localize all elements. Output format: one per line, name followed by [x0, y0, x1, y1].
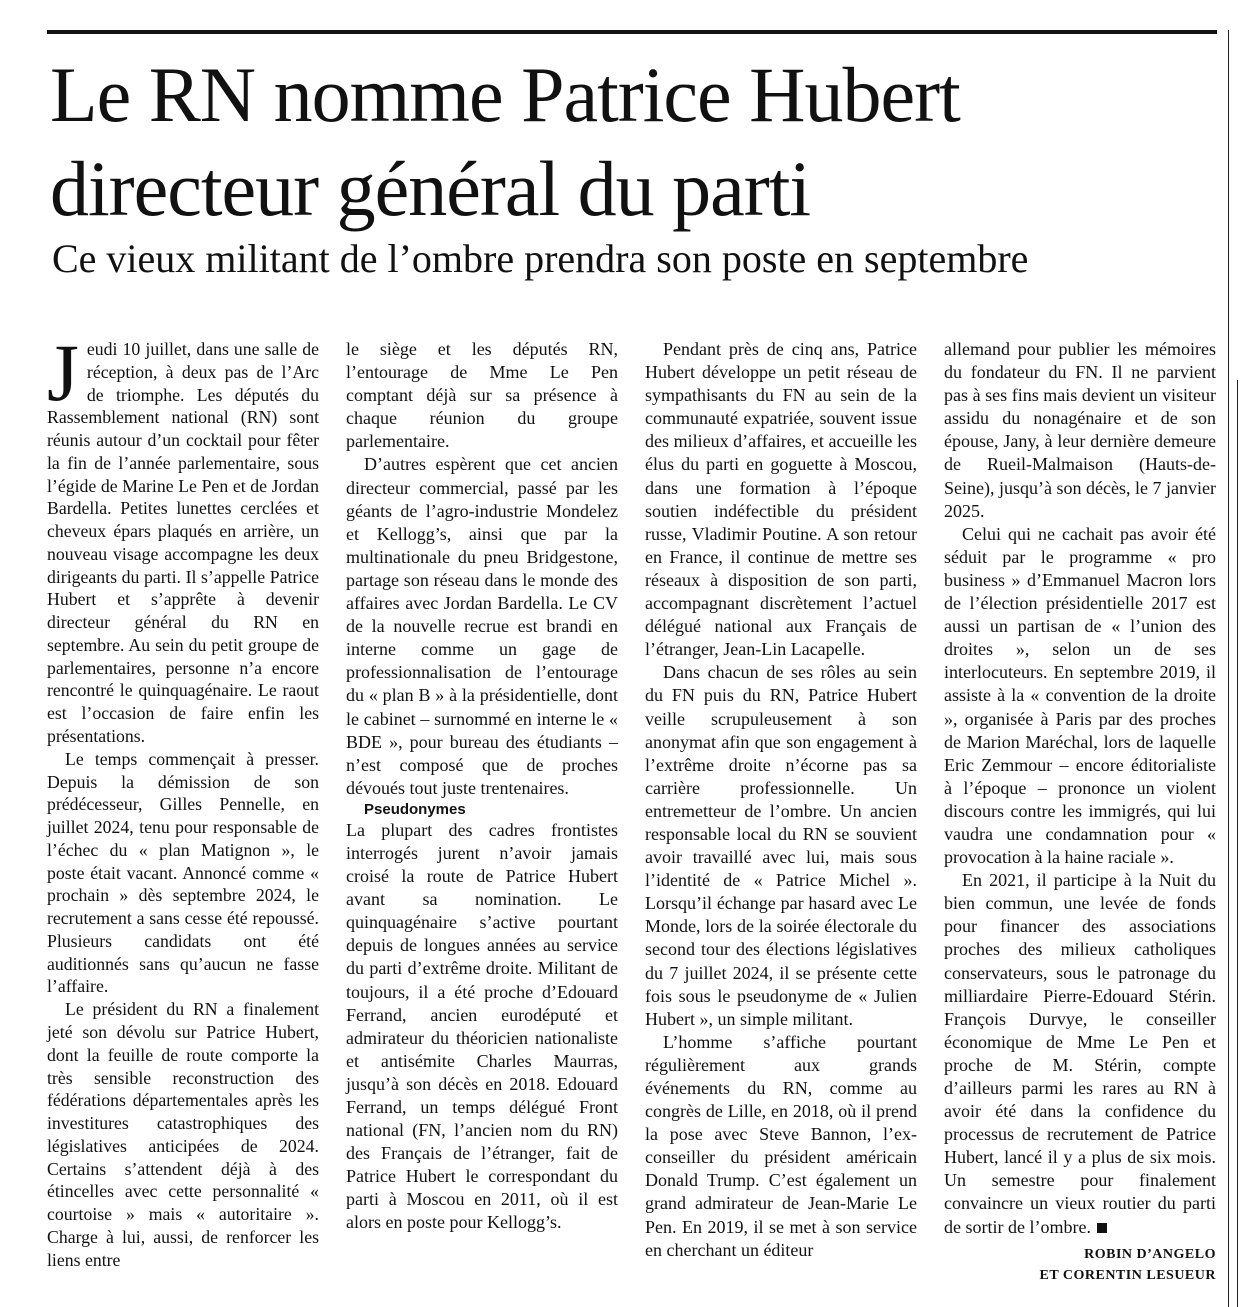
column-rule [1228, 30, 1229, 1307]
paragraph: La plupart des cadres frontistes interrogés jurent n’avoir jamais croisé la route de Patrice Hubert avant sa nomination. Le quinquagénaire s’active pourtant depuis de longues années au service du parti d’extrême droite. Militant de toujours, il a été proche d’Edouard Ferrand, ancien eurodéputé et admirateur du théoricien nationaliste et antisémite Charles Maurras, jusqu’à son décès en 2018. Edouard Ferrand, un temps délégué Front national (FN, l’ancien nom du RN) des Français de l’étranger, fait de Patrice Hubert le correspondant du parti à Moscou en 2011, où il est alors en poste pour Kellogg’s. [346, 819, 618, 1233]
headline-line: directeur général du parti [50, 145, 811, 232]
top-rule [47, 30, 1217, 34]
paragraph: le siège et les députés RN, l’entourage de Mme Le Pen comptant déjà sur sa présence à chaque réunion du groupe parlementaire. [346, 339, 618, 452]
standfirst: Ce vieux militant de l’ombre prendra son poste en septembre [52, 236, 1029, 281]
paragraph: Le président du RN a finalement jeté son dévolu sur Patrice Hubert, dont la feuille de route comporte la très sensible reconstruction des fédérations départementales après les investitures catastrophiques des législatives anticipées de 2024. Certains s’attendent déjà à des étincelles avec cette personnalité « courtoise » mais « autoritaire ». Charge à lui, aussi, de renforcer les liens entre [47, 999, 319, 1270]
paragraph: Le temps commençait à presser. Depuis la démission de son prédécesseur, Gilles Pennelle, en juillet 2024, tenu pour responsable de l’échec du « plan Matignon », le poste était vacant. Annoncé comme « prochain » dès septembre 2024, le recrutement a sans cesse été repoussé. Plusieurs candidats ont été auditionnés sans qu’aucun ne fasse l’affaire. [47, 748, 319, 997]
article-column-3 [645, 338, 917, 1262]
article-column-4 [944, 338, 1216, 1286]
paragraph: Dans chacun de ses rôles au sein du FN puis du RN, Patrice Hubert veille scrupuleusement à son anonymat afin que son engagement à l’extrême droite n’écorne pas sa carrière professionnelle. Un entremetteur de l’ombre. Un ancien responsable local du RN se souvient avoir travaillé avec lui, mais sous l’identité de « Patrice Michel ». Lorsqu’il échange par hasard avec Le Monde, lors de la soirée électorale du second tour des élections législatives du 7 juillet 2024, il se présente cette fois sous le pseudonyme de « Julien Hubert », un simple militant. [645, 662, 917, 1029]
drop-cap: J [47, 327, 79, 418]
column-rule [1237, 380, 1238, 1307]
paragraph: Celui qui ne cachait pas avoir été séduit par le programme « pro business » d’Emmanuel Macron lors de l’élection présidentielle 2017 est aussi un partisan de « l’union des droites », selon un de ses interlocuteurs. En septembre 2019, il assiste à la « convention de la droite », organisée à Paris par des proches de Marion Maréchal, lors de laquelle Eric Zemmour – encore éditorialiste à l’époque – prononce un violent discours contre les immigrés, qui lui vaudra une condamnation pour « provocation à la haine raciale ». [944, 523, 1216, 868]
paragraph [944, 869, 1216, 1239]
paragraph: L’homme s’affiche pourtant régulièrement aux grands événements du RN, comme au congrès de Lille, en 2018, où il prend la pose avec Steve Bannon, l’ex-conseiller du président américain Donald Trump. C’est également un grand admirateur de Jean-Marie Le Pen. En 2019, il se met à son service en cherchant un éditeur [645, 1031, 917, 1260]
headline-line: Le RN nomme Patrice Hubert [50, 51, 960, 138]
paragraph-text: En 2021, il participe à la Nuit du bien commun, une levée de fonds pour financer des associations proches des milieux catholiques conservateurs, sous le patronage du milliardaire Pierre-Edouard Stérin. François Durvye, le conseiller économique de Mme Le Pen et proche de M. Stérin, compte d’ailleurs parmi les rares au RN à avoir été dans la confidence du processus de recrutement de Patrice Hubert, lancé il y a plus de six mois. Un semestre pour finalement convaincre un vieux routier du parti de sortir de l’ombre. [944, 870, 1216, 1237]
paragraph: allemand pour publier les mémoires du fondateur du FN. Il ne parvient pas à ses fins mais devient un visiteur assidu du nonagénaire et de son épouse, Jany, à leur dernière demeure de Rueil-Malmaison (Hauts-de-Seine), jusqu’à son décès, le 7 janvier 2025. [944, 339, 1216, 521]
headline [50, 48, 1220, 236]
paragraph: Pendant près de cinq ans, Patrice Hubert développe un petit réseau de sympathisants du FN au sein de la communauté expatriée, souvent issue des milieux d’affaires, et accueille les élus du parti en goguette à Moscou, dans une formation à l’époque soutien indéfectible du président russe, Vladimir Poutine. A son retour en France, il continue de mettre ses réseaux à disposition de son parti, accompagnant discrètement l’actuel délégué national aux Français de l’étranger, Jean-Lin Lacapelle. [645, 339, 917, 660]
byline [944, 1244, 1216, 1286]
subheading: Pseudonymes [364, 800, 466, 818]
article-column-2 [346, 338, 618, 1235]
paragraph-text: eudi 10 juillet, dans une salle de réception, à deux pas de l’Arc de triomphe. Les députés du Rassemblement national (RN) sont réunis autour d’un cocktail pour fêter la fin de l’année parlementaire, sous l’égide de Marine Le Pen et de Jordan Bardella. Petites lunettes cerclées et cheveux épars plaqués en arrière, un nouveau visage accompagne les deux dirigeants du parti. Il s’appelle Patrice Hubert et s’apprête à devenir directeur général du RN en septembre. Au sein du petit groupe de parlementaires, personne n’a encore rencontré le quinquagénaire. Le raout est l’occasion de faire enfin les présentations. [47, 339, 319, 747]
author-name: ROBIN D’ANGELO [1084, 1246, 1216, 1262]
paragraph: D’autres espèrent que cet ancien directeur commercial, passé par les géants de l’agro-industrie Mondelez et Kellogg’s, ainsi que par la multinationale du pneu Bridgestone, partage son réseau dans le monde des affaires avec Jordan Bardella. Le CV de la nouvelle recrue est brandi en interne comme un gage de professionnalisation de l’entourage du « plan B » à la présidentielle, dont le cabinet – surnommé en interne le « BDE », pour bureau des étudiants – n’est composé que de proches dévoués tout juste trentenaires. [346, 454, 618, 798]
article-column-1 [47, 327, 319, 1271]
paragraph [47, 327, 319, 748]
author-name: ET CORENTIN LESUEUR [1039, 1267, 1216, 1283]
end-mark-icon [1097, 1223, 1107, 1233]
